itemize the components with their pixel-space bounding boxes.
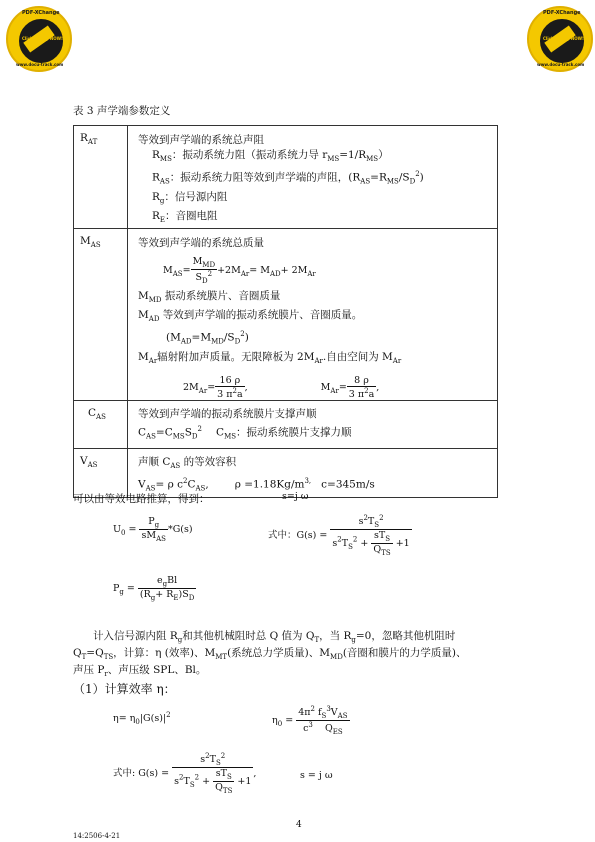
eta0-formula: $\eta_0$ = $\frac{4\pi^2 f_S^3V_{AS}}{c^3 Q_{ES}}$ — [272, 705, 348, 737]
paragraph-line-1: 计入信号源内阻 $R_g$和其他机械阻时总 Q 值为 $Q_T$，当 $R_g=0$，忽略其他机阻时 — [93, 630, 456, 645]
mad-eq-line: $(M_{AD}=M_{MD}/S_D^2)$ — [166, 330, 249, 346]
symbol-cell: $V_{AS}$ — [74, 448, 128, 497]
mas-formula: $M_{AS}=$ $\frac{M_{MD}}{S_D^2}$ $+2M_{Ar}= M_{AD}+ 2M_{Ar}$ — [163, 255, 316, 285]
eta-formula: $\eta= \eta_0|G(s)|^2$ — [113, 711, 171, 727]
symbol-cell: $M_{AS}$ — [74, 228, 128, 400]
pdf-xchange-stamp-left[interactable]: PDF-XChange Click to buy NOW! www.docu-track.com — [6, 6, 72, 72]
symbol-cell: $R_{AT}$ — [74, 126, 128, 229]
section-heading: （1）计算效率 η： — [73, 682, 176, 696]
gs-formula: 式中：G(s) = $s^2T_S^2$ $s^2T_S^2$ + $\frac{sT_S}{Q_{TS}}$ +1 — [268, 514, 410, 557]
s-equation: s=j ω — [282, 491, 309, 502]
description-cell: 声顺 $C_{AS}$ 的等效容积 $V_{AS}= \rho$ $c^2C_{AS}$, $\rho =1.18Kg/m^{3,}$ c=345m/s — [128, 448, 498, 497]
ras-line: $R_{AS}$：振动系统力阻等效到声学端的声阻，$(R_{AS}=R_{MS}/S_D^2)$ — [152, 170, 424, 186]
re-line: $R_E$：音圈电阻 — [152, 209, 218, 224]
vas-line: $V_{AS}= \rho$ $c^2C_{AS}$, $\rho =1.18Kg/m^{3,}$ c=345m/s — [138, 476, 375, 493]
rms-line: $R_{MS}$：振动系统力阻（振动系统力导 $r_{MS}=1/R_{MS}$） — [152, 149, 389, 164]
mad-line: $M_{AD}$ 等效到声学端的振动系统膜片、音圈质量。 — [138, 308, 363, 323]
table-row — [74, 448, 498, 497]
s-equation-2: s = j ω — [300, 770, 333, 781]
paragraph-line-3: 声压 $P_r$、声压级 SPL、Bl。 — [73, 664, 207, 679]
description-cell: 等效到声学端的系统总质量 $M_{AS}=$ $\frac{M_{MD}}{S_D^2}$ $+2M_{Ar}= M_{AD}+ 2M_{Ar}$ $M_{MD}$ 振动系统膜片、音圈质量 $M_{AD}$ 等效到声学端的振动系统膜片、音圈质量。 $(M_{AD}=M_{MD}/S_D^2)$ $M_{Ar}$辐射附加声质量。无限障板为 $2M_{Ar}$.自由空间为 $M_{Ar}$ $2M_{Ar}=$ $\frac{16 \rho}{3 \pi^2a}$ , $M_{Ar}=$ $\frac{8 \rho}{3 \pi^2a}$ , — [128, 228, 498, 400]
table-caption: 表 3 声学端参数定义 — [73, 105, 171, 117]
rg-line: $R_g$：信号源内阻 — [152, 190, 228, 205]
gs-formula-2: 式中: G(s) = $s^2T_S^2$ $s^2T_S^2$ + $\frac{sT_S}{Q_{TS}}$ +1 , — [113, 752, 257, 795]
table-row — [74, 400, 498, 448]
description-cell: 等效到声学端的系统总声阻 $R_{MS}$：振动系统力阻（振动系统力导 $r_{MS}=1/R_{MS}$） $R_{AS}$：振动系统力阻等效到声学端的声阻，$(R_{AS}=R_{MS}/S_D^2)$ $R_g$：信号源内阻 $R_E$：音圈电阻 — [128, 126, 498, 229]
table-row — [74, 228, 498, 400]
mar-formulas: $2M_{Ar}=$ $\frac{16 \rho}{3 \pi^2a}$ , $M_{Ar}=$ $\frac{8 \rho}{3 \pi^2a}$ , — [183, 374, 380, 400]
doc-code: 14:2506-4-21 — [73, 832, 121, 840]
symbol-cell: $C_{AS}$ — [74, 400, 128, 448]
parameter-table — [73, 125, 498, 498]
page-number: 4 — [296, 820, 302, 830]
pdf-xchange-stamp-right[interactable]: PDF-XChange Click to buy NOW! www.docu-track.com — [527, 6, 593, 72]
paragraph-line-2: $Q_T=Q_{TS}$，计算：η (效率)、$M_{MT}$(系统总力学质量)、$M_{MD}$(音圈和膜片的力学质量)、 — [73, 647, 467, 662]
paragraph-intro: 可以由等效电路推算，得到： — [73, 493, 210, 505]
description-cell: 等效到声学端的振动系统膜片支撑声顺 $C_{AS}=C_{MS}S_D^2$ $C_{MS}$：振动系统膜片支撑力顺 — [128, 400, 498, 448]
pg-formula: $P_g$ = $\frac{e_gBl}{(R_g+ R_E)S_D}$ — [113, 575, 195, 602]
mar-line: $M_{Ar}$辐射附加声质量。无限障板为 $2M_{Ar}$.自由空间为 $M_{Ar}$ — [138, 350, 402, 365]
u0-formula: $U_0$ = $\frac{P_g}{sM_{AS}}$ *G(s) — [113, 516, 193, 543]
cas-line: $C_{AS}=C_{MS}S_D^2$ $C_{MS}$：振动系统膜片支撑力顺 — [138, 424, 352, 441]
table-row — [74, 126, 498, 229]
mmd-line: $M_{MD}$ 振动系统膜片、音圈质量 — [138, 289, 281, 304]
